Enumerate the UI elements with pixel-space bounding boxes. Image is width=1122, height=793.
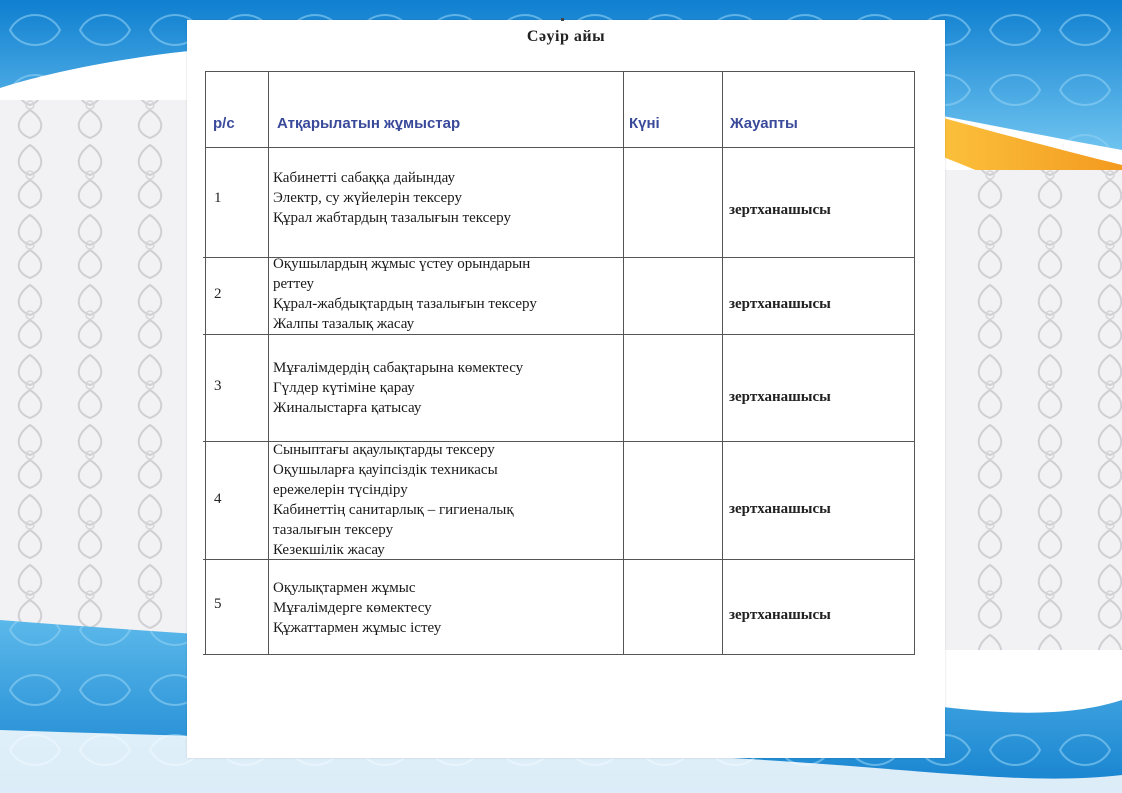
header-works: Атқарылатын жұмыстар <box>277 115 461 132</box>
row-3-line-1: Мұғалімдердің сабақтарына көмектесу <box>273 360 524 376</box>
table-border-bottom <box>203 654 915 655</box>
row-3-line-2: Гүлдер күтіміне қарау <box>273 380 415 396</box>
row-3-line-3: Жиналыстарға қатысау <box>273 400 422 416</box>
table-col-divider <box>722 71 723 654</box>
row-1-works <box>269 148 621 256</box>
row-5-line-3: Құжаттармен жұмыс істеу <box>273 620 442 636</box>
row-2-responsible: зертханашысы <box>729 296 831 312</box>
row-5-responsible: зертханашысы <box>729 607 831 623</box>
row-2-works <box>269 258 621 333</box>
row-1-responsible: зертханашысы <box>729 202 831 218</box>
row-2-line-1: Оқушылардың жұмыс үстеу орындарын <box>273 258 531 272</box>
row-5-num: 5 <box>214 596 222 612</box>
row-2-num: 2 <box>214 286 222 302</box>
row-1-line-1: Кабинетті сабаққа дайындау <box>273 170 456 186</box>
row-1-num: 1 <box>214 190 222 206</box>
row-3-num: 3 <box>214 378 222 394</box>
row-2-line-4: Жалпы тазалық жасау <box>273 316 415 332</box>
row-5-works <box>269 560 621 653</box>
document-page <box>187 20 945 758</box>
row-4-num: 4 <box>214 491 222 507</box>
row-3-responsible: зертханашысы <box>729 389 831 405</box>
row-4-works <box>269 442 621 558</box>
table-border-left <box>205 71 206 654</box>
row-4-line-1: Сыныптағы ақаулықтарды тексеру <box>273 442 495 458</box>
table-border-right <box>914 71 915 654</box>
row-4-line-3: ережелерін түсіндіру <box>273 482 408 498</box>
row-4-line-6: Кезекшілік жасау <box>273 542 385 558</box>
row-4-line-5: тазалығын тексеру <box>273 522 394 538</box>
row-5-line-1: Оқулықтармен жұмыс <box>273 580 416 596</box>
table-col-divider <box>623 71 624 654</box>
row-1-line-2: Электр, су жүйелерін тексеру <box>273 190 462 206</box>
row-2-line-2: реттеу <box>273 276 315 292</box>
page-title: Сәуір айы <box>526 28 606 45</box>
row-3-works <box>269 335 621 440</box>
table-border-top <box>205 71 915 72</box>
header-date: Күні <box>629 115 660 132</box>
row-4-line-2: Оқушыларға қауіпсіздік техникасы <box>273 462 498 478</box>
scan-mark <box>561 18 564 21</box>
row-2-line-3: Құрал-жабдықтардың тазалығын тексеру <box>273 296 537 312</box>
row-4-line-4: Кабинеттің санитарлық – гигиеналық <box>273 502 514 518</box>
row-5-line-2: Мұғалімдерге көмектесу <box>273 600 432 616</box>
row-4-responsible: зертханашысы <box>729 501 831 517</box>
row-1-line-3: Құрал жабтардың тазалығын тексеру <box>273 210 511 226</box>
header-responsible: Жауапты <box>730 115 798 132</box>
header-num: р/с <box>213 115 235 132</box>
